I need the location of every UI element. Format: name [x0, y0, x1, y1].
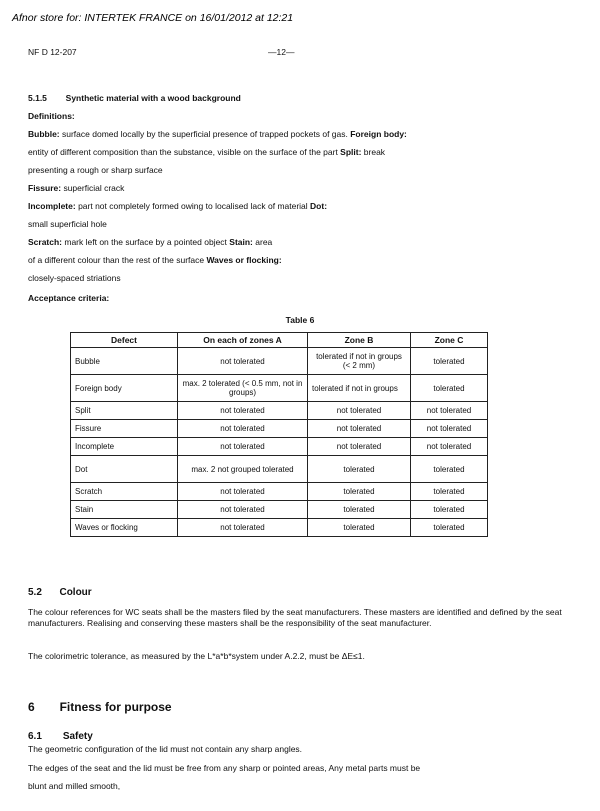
- table-row: [71, 501, 488, 519]
- definition-text: closely-spaced striations: [28, 273, 121, 283]
- tolerance-cell: tolerated if not in groups: [308, 375, 411, 402]
- defined-term: Dot:: [310, 201, 328, 211]
- tolerance-cell: tolerated: [411, 456, 488, 483]
- tolerance-cell: tolerated: [308, 456, 411, 483]
- table-row: [71, 375, 488, 402]
- defined-term: Foreign body:: [350, 129, 407, 139]
- definitions-label: Definitions:: [28, 111, 75, 121]
- defined-term: Stain:: [229, 237, 253, 247]
- definition-text: break: [361, 147, 386, 157]
- tolerance-cell: not tolerated: [178, 483, 308, 501]
- definition-line: [28, 129, 407, 139]
- document-reference: NF D 12-207: [28, 47, 77, 57]
- section-number: 5.1.5: [28, 93, 47, 103]
- tolerance-cell: tolerated: [411, 519, 488, 537]
- acceptance-table: [70, 332, 488, 537]
- defect-name-cell: Fissure: [71, 420, 178, 438]
- tolerance-cell: not tolerated: [308, 420, 411, 438]
- definition-text: mark left on the surface by a pointed object: [62, 237, 230, 247]
- definition-line: [28, 165, 163, 175]
- tolerance-cell: not tolerated: [411, 420, 488, 438]
- tolerance-cell: not tolerated: [178, 348, 308, 375]
- tolerance-cell: max. 2 not grouped tolerated: [178, 456, 308, 483]
- section-6-heading: [28, 698, 172, 716]
- section-number: 6: [28, 700, 35, 714]
- store-stamp: Afnor store for: INTERTEK FRANCE on 16/01/2012 at 12:21: [12, 12, 294, 24]
- defect-name-cell: Bubble: [71, 348, 178, 375]
- definition-line: [28, 255, 282, 265]
- defect-name-cell: Waves or flocking: [71, 519, 178, 537]
- defect-name-cell: Scratch: [71, 483, 178, 501]
- table-row: [71, 456, 488, 483]
- definition-line: [28, 219, 107, 229]
- table-row: [71, 402, 488, 420]
- tolerance-cell: tolerated if not in groups (< 2 mm): [308, 348, 411, 375]
- definition-text: entity of different composition than the substance, visible on the surface of the part: [28, 147, 341, 157]
- tolerance-cell: tolerated: [411, 501, 488, 519]
- tolerance-cell: not tolerated: [411, 402, 488, 420]
- section-6-1-heading: [28, 726, 93, 744]
- tolerance-cell: not tolerated: [178, 519, 308, 537]
- tolerance-cell: tolerated: [411, 483, 488, 501]
- tolerance-cell: max. 2 tolerated (< 0.5 mm, not in groups): [178, 375, 308, 402]
- definition-line: [28, 183, 124, 193]
- section-title: Safety: [62, 731, 93, 742]
- definition-text: part not completely formed owing to localised lack of material: [75, 201, 311, 211]
- tolerance-cell: not tolerated: [178, 420, 308, 438]
- defined-term: Scratch:: [28, 237, 63, 247]
- table-row: [71, 483, 488, 501]
- tolerance-cell: not tolerated: [178, 402, 308, 420]
- definition-text: surface domed locally by the superficial presence of trapped pockets of gas.: [59, 129, 351, 139]
- definition-text: area: [252, 237, 273, 247]
- defect-name-cell: Foreign body: [71, 375, 178, 402]
- tolerance-cell: not tolerated: [411, 438, 488, 456]
- definition-line: [28, 201, 327, 211]
- section-5-2-heading: [28, 587, 92, 598]
- section-number: 6.1: [28, 731, 42, 742]
- defect-name-cell: Dot: [71, 456, 178, 483]
- safety-line-1: The geometric configuration of the lid must not contain any sharp angles.: [28, 744, 303, 754]
- table-row: [71, 420, 488, 438]
- table-header-row: [71, 333, 488, 348]
- tolerance-cell: not tolerated: [308, 402, 411, 420]
- definition-line: [28, 237, 272, 247]
- defined-term: Waves or flocking:: [206, 255, 282, 265]
- definition-text: small superficial hole: [28, 219, 107, 229]
- section-number: 5.2: [28, 587, 42, 598]
- section-title: Colour: [59, 587, 92, 598]
- section-title: Fitness for purpose: [59, 700, 172, 714]
- table-row: [71, 348, 488, 375]
- table-header-cell: On each of zones A: [178, 333, 308, 348]
- defect-name-cell: Stain: [71, 501, 178, 519]
- table-header-cell: Defect: [71, 333, 178, 348]
- tolerance-cell: not tolerated: [178, 438, 308, 456]
- tolerance-cell: not tolerated: [308, 438, 411, 456]
- definition-text: presenting a rough or sharp surface: [28, 165, 163, 175]
- table-row: [71, 438, 488, 456]
- definition-line: [28, 273, 121, 283]
- defined-term: Bubble:: [28, 129, 60, 139]
- colour-paragraph-2: The colorimetric tolerance, as measured by the L*a*b*system under A.2.2, must be ΔE≤1.: [28, 651, 365, 661]
- table-caption: Table 6: [285, 315, 315, 325]
- safety-line-3: blunt and milled smooth,: [28, 781, 121, 791]
- tolerance-cell: tolerated: [308, 519, 411, 537]
- defined-term: Split:: [340, 147, 362, 157]
- tolerance-cell: tolerated: [411, 348, 488, 375]
- definition-line: [28, 147, 385, 157]
- defect-name-cell: Split: [71, 402, 178, 420]
- colour-paragraph-1: The colour references for WC seats shall be the masters filed by the seat manufacturers. These masters are identified and defined by the seat manufacturers. Realising and conserving these masters shall be the responsibility of the seat manufacturer.: [28, 607, 562, 628]
- table-header-cell: Zone B: [308, 333, 411, 348]
- defined-term: Incomplete:: [28, 201, 76, 211]
- table-header-cell: Zone C: [411, 333, 488, 348]
- tolerance-cell: tolerated: [308, 483, 411, 501]
- page-number: —12—: [268, 47, 295, 57]
- tolerance-cell: not tolerated: [178, 501, 308, 519]
- section-title: Synthetic material with a wood background: [65, 93, 241, 103]
- table-row: [71, 519, 488, 537]
- defect-name-cell: Incomplete: [71, 438, 178, 456]
- tolerance-cell: tolerated: [308, 501, 411, 519]
- defined-term: Fissure:: [28, 183, 62, 193]
- acceptance-criteria-label: Acceptance criteria:: [28, 293, 110, 303]
- definition-text: superficial crack: [61, 183, 125, 193]
- section-5-1-5-heading: [28, 93, 241, 103]
- safety-line-2: The edges of the seat and the lid must be free from any sharp or pointed areas, Any metal parts must be: [28, 763, 421, 773]
- tolerance-cell: tolerated: [411, 375, 488, 402]
- definition-text: of a different colour than the rest of the surface: [28, 255, 207, 265]
